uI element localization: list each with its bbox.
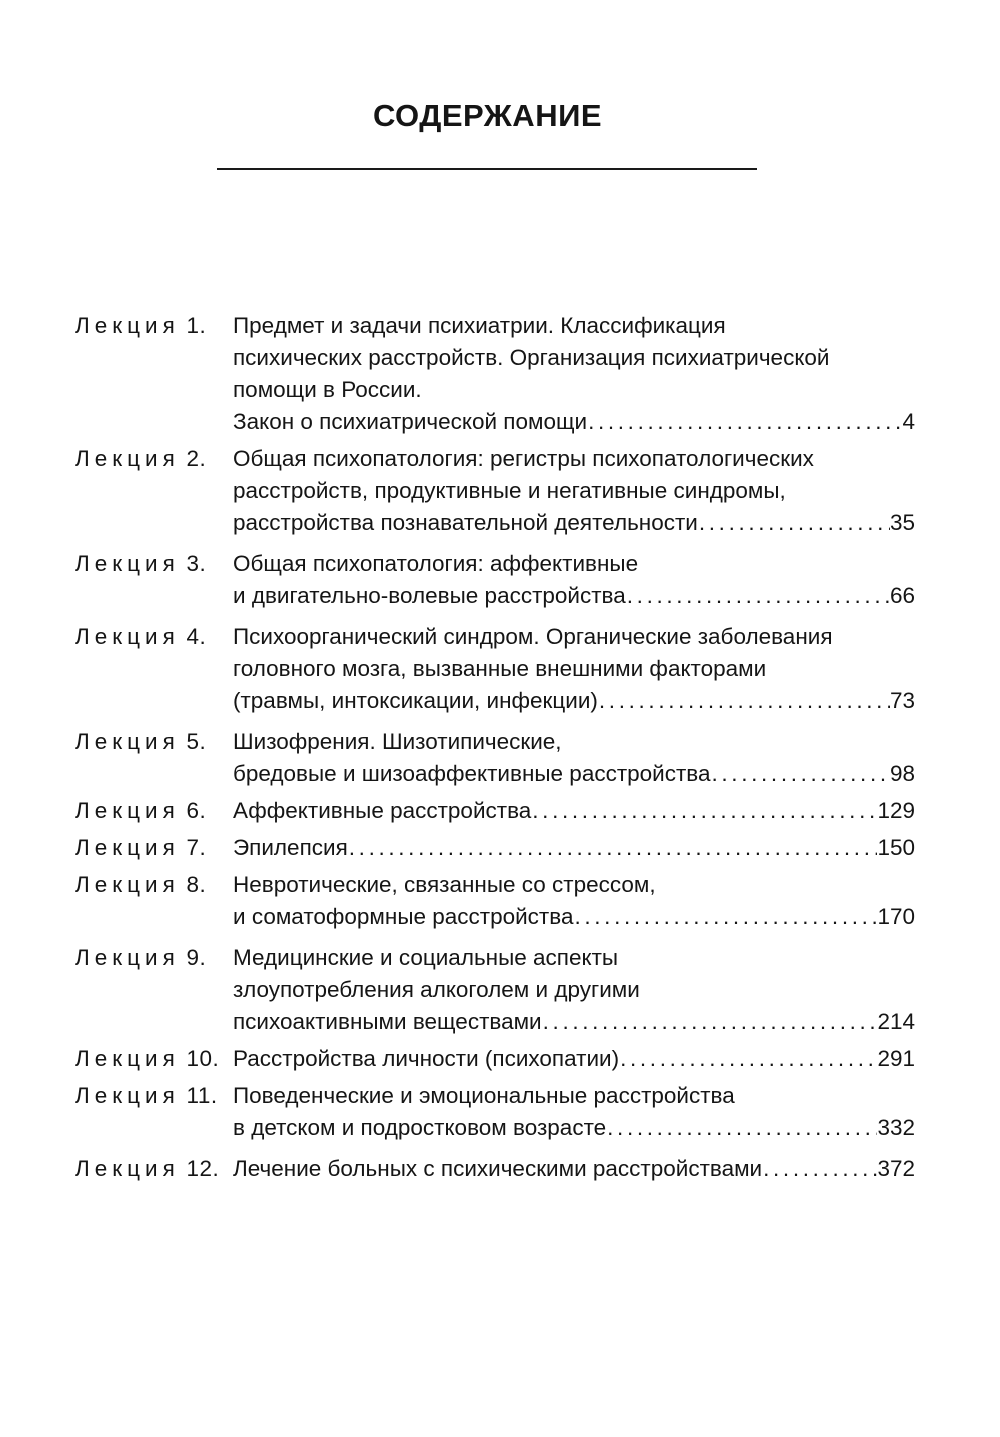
toc-entry-last-line: Эпилепсия . . . 150 (233, 832, 915, 864)
toc-entry-last-line: Расстройства личности (психопатии) . . . 291 (233, 1043, 915, 1075)
page-number: 291 (877, 1046, 915, 1071)
leader-dots (698, 507, 890, 539)
toc-entry-line: Общая психопатология: регистры психопатологических (233, 446, 814, 471)
toc-entry-title (233, 795, 915, 827)
leader-dots (587, 406, 902, 438)
page-number: 4 (902, 409, 915, 434)
toc-entry-label: Лекция 11. (75, 1083, 218, 1108)
toc-entry-2[interactable] (75, 443, 915, 539)
toc-entry-title (233, 869, 915, 933)
toc-entry-label: Лекция 8. (75, 872, 207, 897)
toc-entry-10[interactable] (75, 1043, 915, 1075)
page-number: 332 (877, 1115, 915, 1140)
toc-entry-last-line: и соматоформные расстройства . . . 170 (233, 901, 915, 933)
toc-entry-title (233, 443, 915, 539)
toc-entry-9[interactable] (75, 942, 915, 1038)
leader-dots (348, 832, 878, 864)
toc-entry-last-line: и двигательно-волевые расстройства . . . 66 (233, 580, 915, 612)
toc-entry-label: Лекция 1. (75, 313, 207, 338)
toc-entry-line: Поведенческие и эмоциональные расстройства (233, 1083, 735, 1108)
leader-dots (598, 685, 890, 717)
leader-dots (626, 580, 890, 612)
toc-entry-label: Лекция 12. (75, 1156, 220, 1181)
leader-dots (762, 1153, 877, 1185)
toc-entry-line: психических расстройств. Организация психиатрической (233, 345, 830, 370)
toc-entry-5[interactable] (75, 726, 915, 790)
toc-entry-label: Лекция 5. (75, 729, 207, 754)
toc-entry-label: Лекция 7. (75, 835, 207, 860)
toc-entry-line: Шизофрения. Шизотипические, (233, 729, 562, 754)
toc-entry-title (233, 942, 915, 1038)
toc-entry-1[interactable] (75, 310, 915, 438)
page-number: 214 (877, 1009, 915, 1034)
toc-entry-label: Лекция 3. (75, 551, 207, 576)
page-number: 98 (889, 761, 915, 786)
toc-entry-last-line: Лечение больных с психическими расстройствами . . . 372 (233, 1153, 915, 1185)
toc-entry-line: Общая психопатология: аффективные (233, 551, 639, 576)
page-number: 73 (889, 688, 915, 713)
toc-entry-title (233, 548, 915, 612)
toc-entry-label: Лекция 4. (75, 624, 207, 649)
toc-entry-11[interactable] (75, 1080, 915, 1144)
toc-entry-line: Невротические, связанные со стрессом, (233, 872, 656, 897)
leader-dots (531, 795, 877, 827)
toc-entry-title (233, 832, 915, 864)
toc-entry-last-line: Аффективные расстройства . . . 129 (233, 795, 915, 827)
table-of-contents (75, 310, 915, 1185)
leader-dots (542, 1006, 878, 1038)
page-number: 66 (889, 583, 915, 608)
page-number: 150 (877, 835, 915, 860)
toc-entry-line: Предмет и задачи психиатрии. Классификация (233, 313, 726, 338)
toc-entry-label: Лекция 6. (75, 798, 207, 823)
toc-entry-8[interactable] (75, 869, 915, 933)
page-number: 170 (877, 904, 915, 929)
toc-entry-last-line: психоактивными веществами . . . 214 (233, 1006, 915, 1038)
toc-entry-12[interactable] (75, 1153, 915, 1185)
toc-entry-line: расстройств, продуктивные и негативные синдромы, (233, 478, 786, 503)
page-number: 372 (877, 1156, 915, 1181)
page-number: 35 (889, 510, 915, 535)
toc-entry-last-line: бредовые и шизоаффективные расстройства . . . 98 (233, 758, 915, 790)
page-title: СОДЕРЖАНИЕ (372, 98, 603, 133)
toc-entry-title (233, 1043, 915, 1075)
toc-entry-last-line: расстройства познавательной деятельности . . . 35 (233, 507, 915, 539)
toc-entry-last-line: (травмы, интоксикации, инфекции) . . . 73 (233, 685, 915, 717)
toc-entry-4[interactable] (75, 621, 915, 717)
toc-entry-label: Лекция 9. (75, 945, 207, 970)
toc-entry-line: Медицинские и социальные аспекты (233, 945, 619, 970)
toc-entry-line: помощи в России. (233, 377, 422, 402)
toc-entry-title (233, 310, 915, 438)
toc-entry-line: головного мозга, вызванные внешними факторами (233, 656, 767, 681)
title-divider (217, 168, 757, 170)
toc-entry-label: Лекция 2. (75, 446, 207, 471)
leader-dots (619, 1043, 877, 1075)
leader-dots (606, 1112, 877, 1144)
toc-entry-7[interactable] (75, 832, 915, 864)
toc-entry-title (233, 621, 915, 717)
leader-dots (711, 758, 890, 790)
page-number: 129 (877, 798, 915, 823)
toc-entry-title (233, 1080, 915, 1144)
toc-entry-label: Лекция 10. (75, 1046, 220, 1071)
toc-entry-title (233, 1153, 915, 1185)
leader-dots (573, 901, 877, 933)
toc-entry-title (233, 726, 915, 790)
toc-entry-line: Психоорганический синдром. Органические заболевания (233, 624, 833, 649)
toc-entry-6[interactable] (75, 795, 915, 827)
toc-entry-3[interactable] (75, 548, 915, 612)
toc-entry-last-line: в детском и подростковом возрасте . . . 332 (233, 1112, 915, 1144)
toc-entry-last-line: Закон о психиатрической помощи . . . 4 (233, 406, 915, 438)
toc-entry-line: злоупотребления алкоголем и другими (233, 977, 640, 1002)
